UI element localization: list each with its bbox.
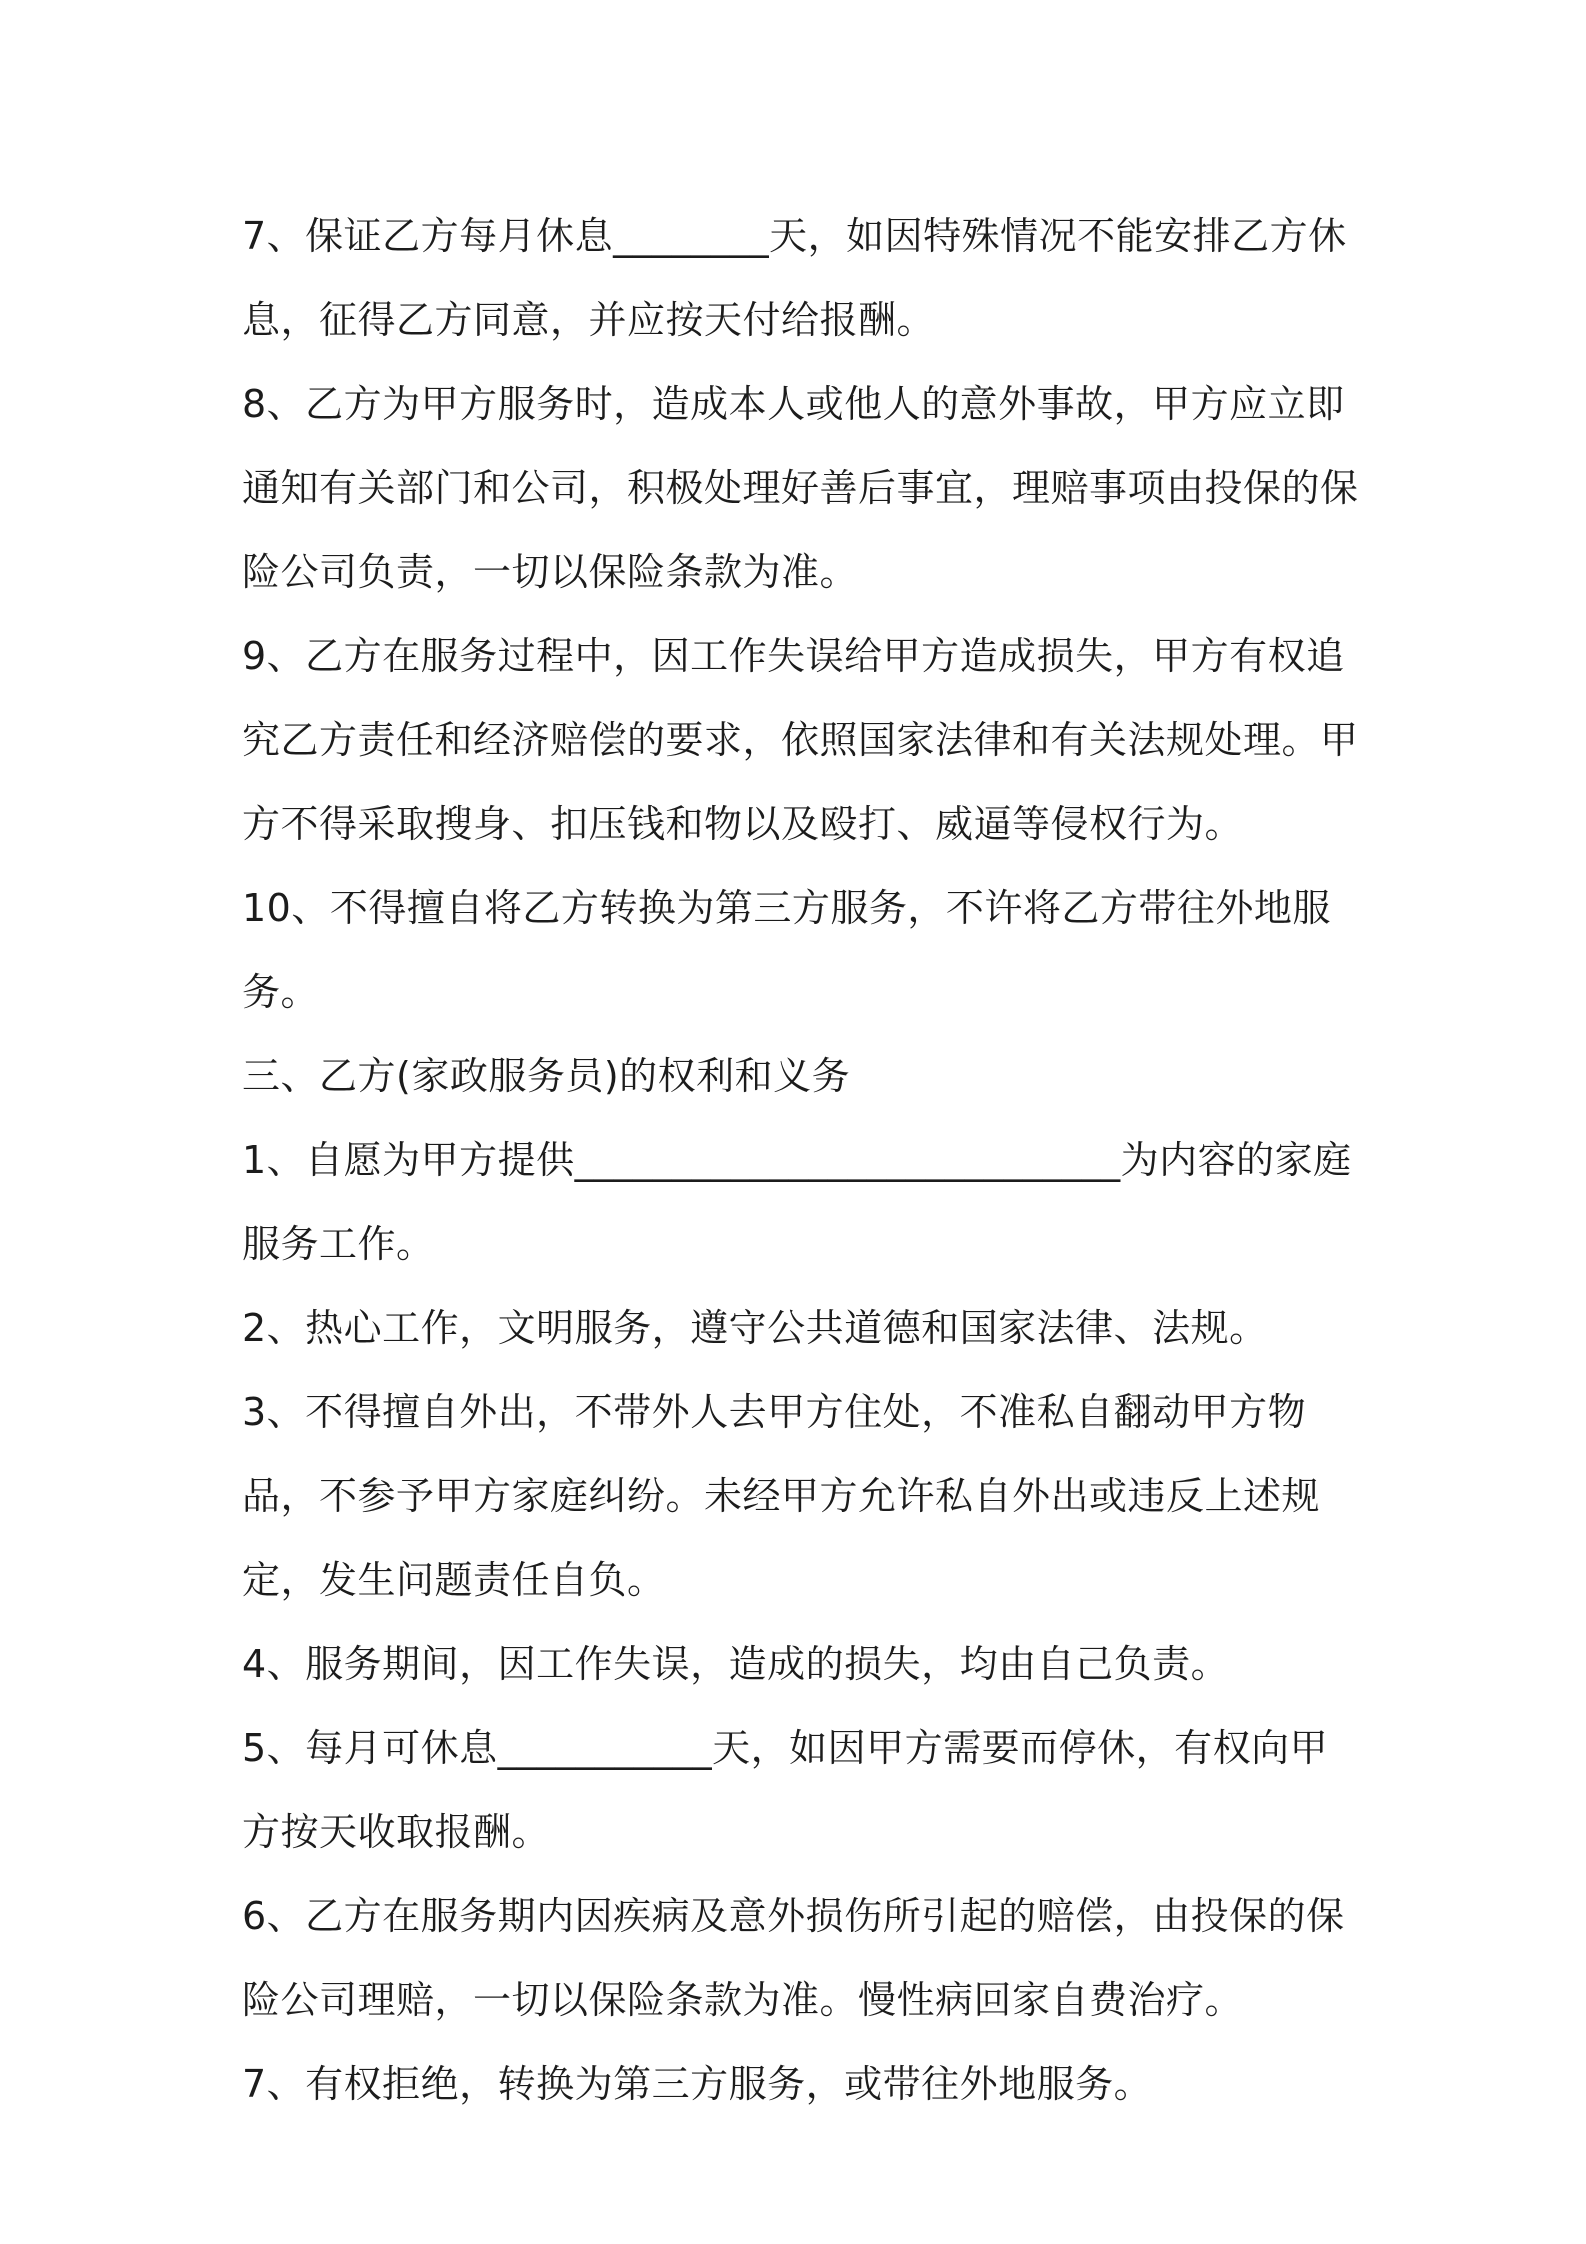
clause-b4-loss: 4、服务期间，因工作失误，造成的损失，均由自己负责。	[242, 1642, 1230, 1686]
section-heading-party-b-rights: 三、乙方(家政服务员)的权利和义务	[242, 1054, 851, 1098]
clause-9-work-error: 9、乙方在服务过程中，因工作失误给甲方造成损失，甲方有权追究乙方责任和经济赔偿的要求，依照国家法律和有关法规处理。甲方不得采取搜身、扣压钱和物以及殴打、威逼等侵权行为。	[242, 634, 1359, 846]
clause-10-third-party: 10、不得擅自将乙方转换为第三方服务，不许将乙方带往外地服务。	[242, 886, 1331, 1014]
clause-b1-service-content: 1、自愿为甲方提供____________________________为内容的家庭服务工作。	[242, 1138, 1352, 1266]
clause-b3-no-leaving: 3、不得擅自外出，不带外人去甲方住处，不准私自翻动甲方物品，不参予甲方家庭纠纷。未经甲方允许私自外出或违反上述规定，发生问题责任自负。	[242, 1390, 1321, 1602]
clause-b6-illness: 6、乙方在服务期内因疾病及意外损伤所引起的赔偿，由投保的保险公司理赔，一切以保险条款为准。慢性病回家自费治疗。	[242, 1894, 1345, 2022]
clause-b5-rest-days: 5、每月可休息___________天，如因甲方需要而停休，有权向甲方按天收取报酬。	[242, 1726, 1329, 1854]
clause-7-rest-days: 7、保证乙方每月休息________天，如因特殊情况不能安排乙方休息，征得乙方同意，并应按天付给报酬。	[242, 214, 1347, 342]
clause-b2-conduct: 2、热心工作，文明服务，遵守公共道德和国家法律、法规。	[242, 1306, 1268, 1350]
document-body	[242, 194, 1366, 2126]
clause-b7-refuse: 7、有权拒绝，转换为第三方服务，或带往外地服务。	[242, 2062, 1153, 2106]
clause-8-accident: 8、乙方为甲方服务时，造成本人或他人的意外事故，甲方应立即通知有关部门和公司，积极处理好善后事宜，理赔事项由投保的保险公司负责，一切以保险条款为准。	[242, 382, 1359, 594]
